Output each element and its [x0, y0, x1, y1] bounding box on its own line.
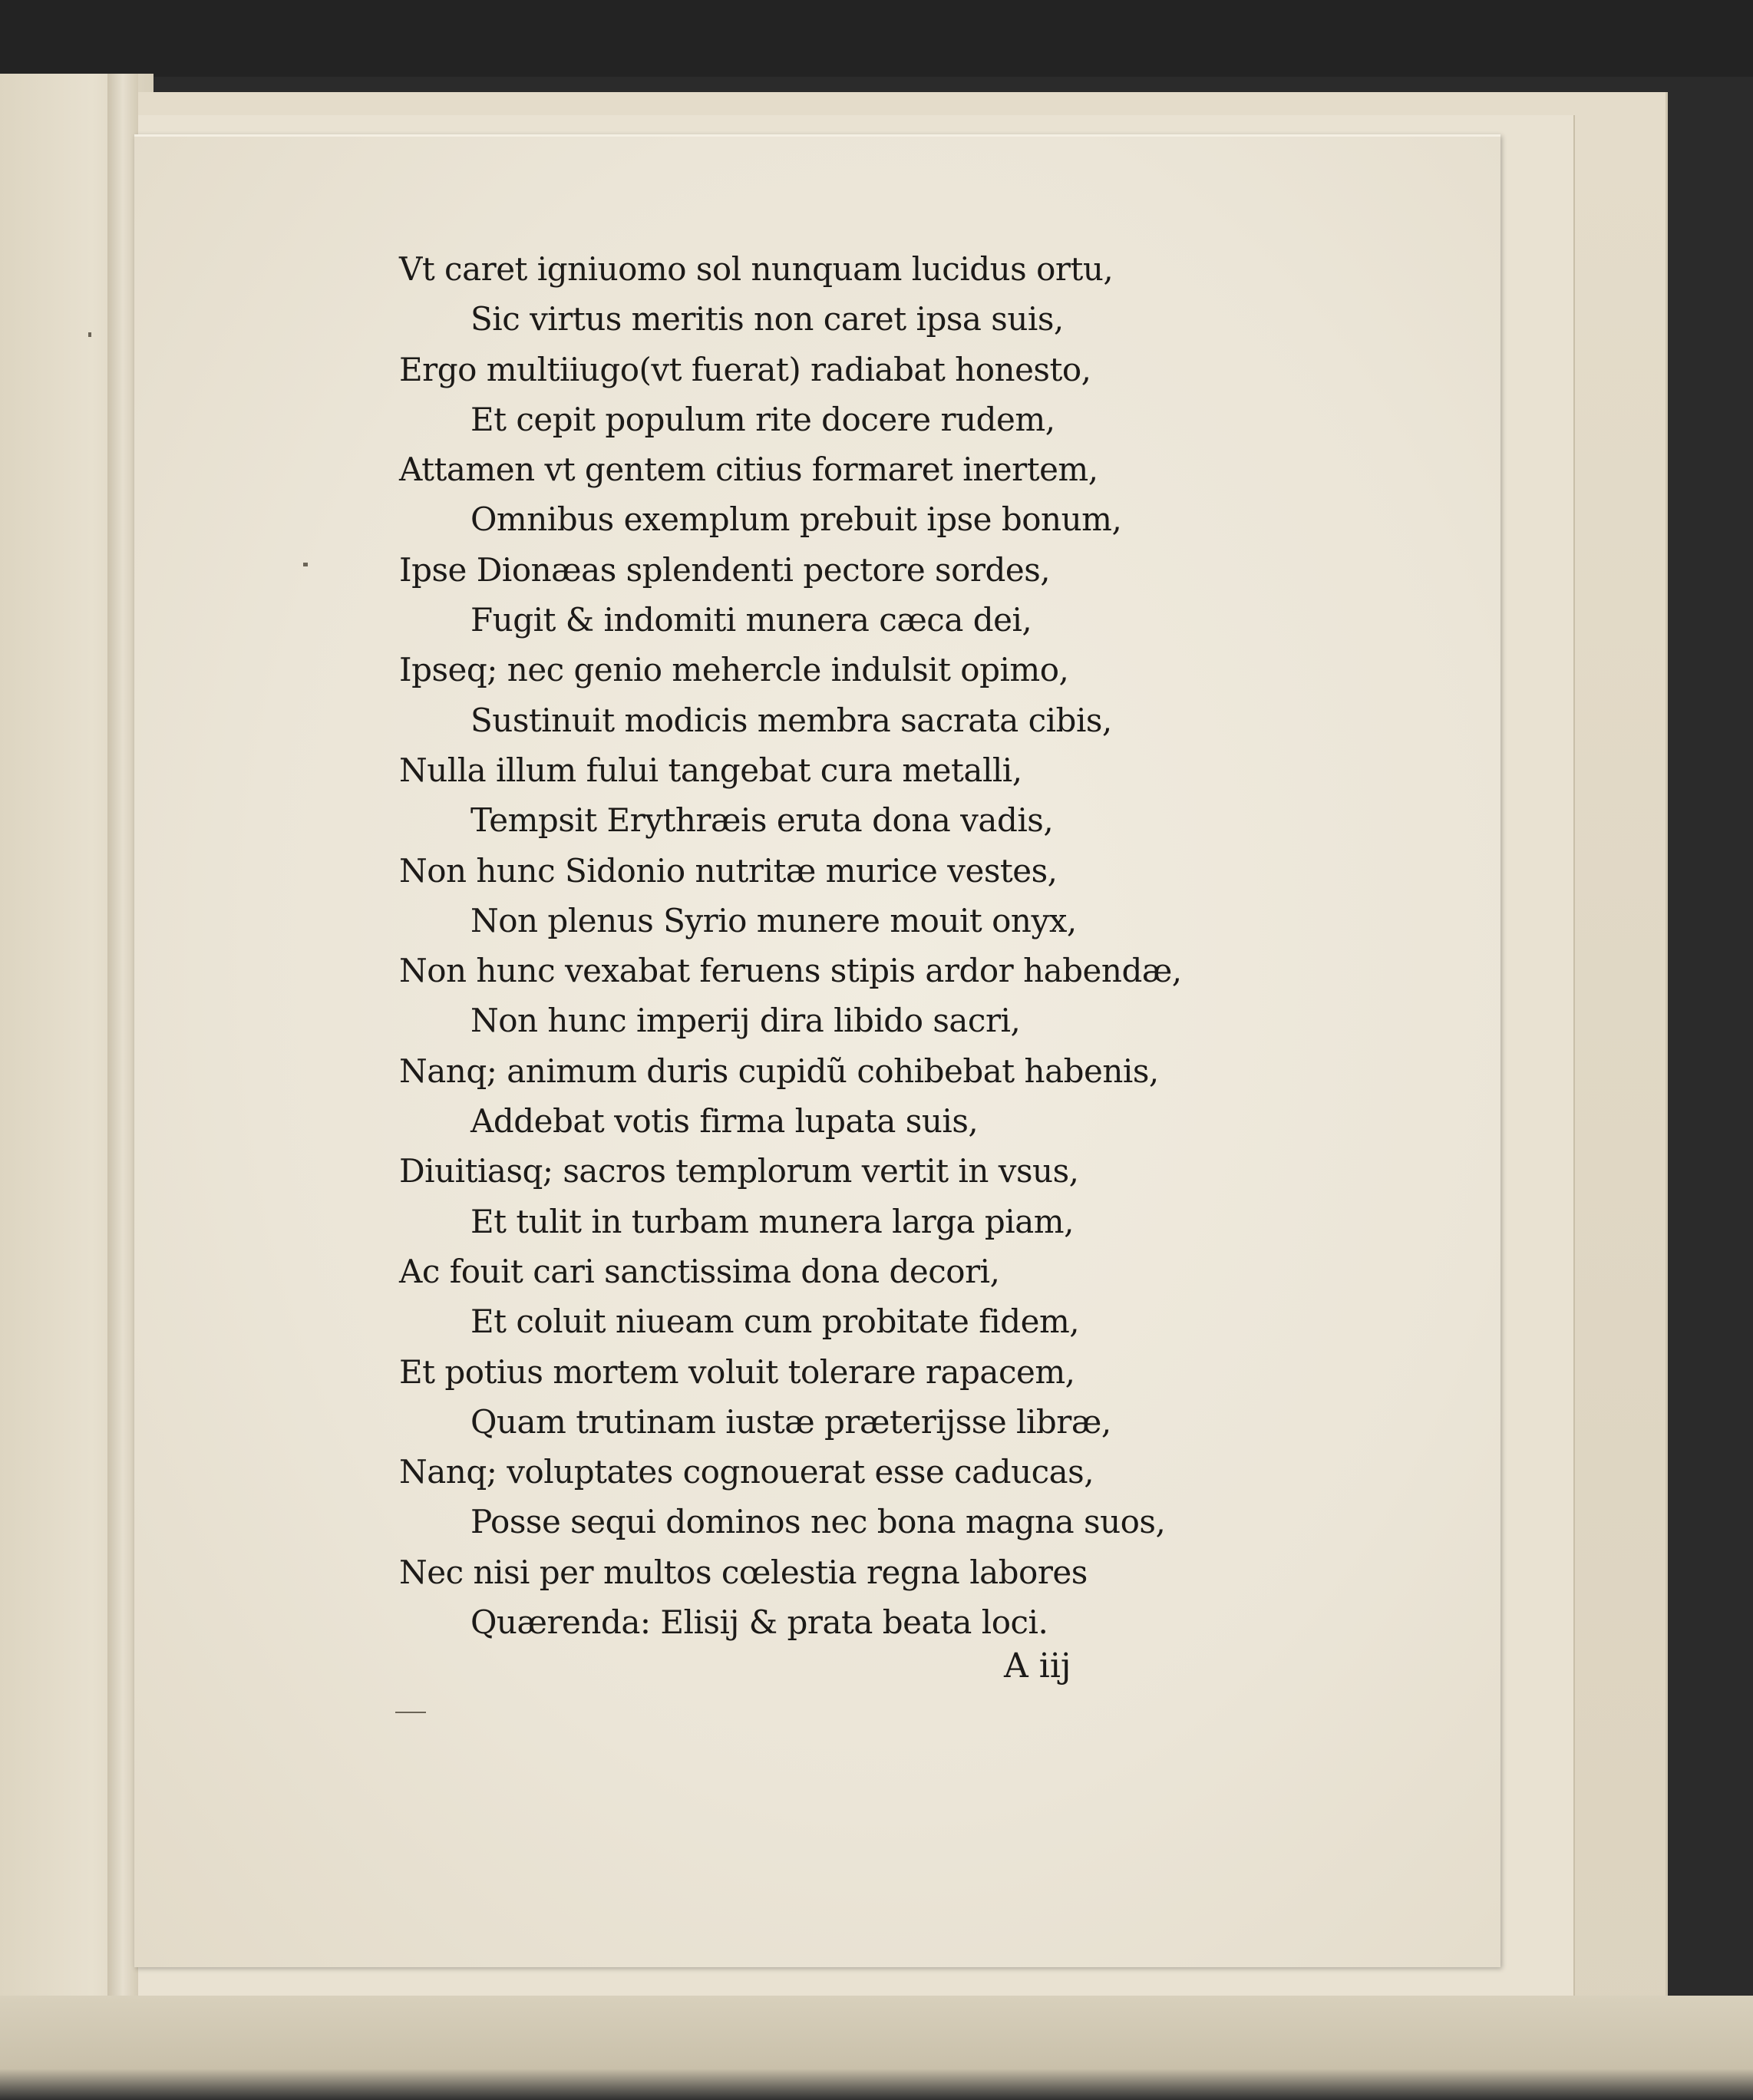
poem-line: Et potius mortem voluit tolerare rapacem, [399, 1352, 1075, 1391]
poem-line: Quærenda: Elisij & prata beata loci. [470, 1603, 1048, 1642]
poem-line: Nanq; animum duris cupidũ cohibebat habenis, [399, 1052, 1159, 1090]
poem-line: Et tulit in turbam munera larga piam, [470, 1202, 1074, 1240]
bottom-leaf-edge [0, 1996, 1753, 2100]
poem-line: Ac fouit cari sanctissima dona decori, [399, 1252, 1000, 1290]
poem-line: Et cepit populum rite docere rudem, [470, 400, 1055, 438]
poem-line: Tempsit Erythræis eruta dona vadis, [470, 801, 1054, 840]
poem-line: Et coluit niueam cum probitate fidem, [470, 1303, 1080, 1341]
poem-text-block [399, 244, 1182, 1647]
poem-line: Non hunc Sidonio nutritæ murice vestes, [399, 851, 1058, 890]
poem-line: Non plenus Syrio munere mouit onyx, [470, 901, 1077, 939]
poem-line: Ipseq; nec genio mehercle indulsit opimo, [399, 651, 1069, 689]
poem-line: Quam trutinam iustæ præterijsse libræ, [470, 1402, 1111, 1441]
poem-line: Attamen vt gentem citius formaret inertem, [399, 451, 1098, 489]
poem-line: Addebat votis firma lupata suis, [470, 1102, 979, 1141]
poem-line: Ipse Dionæas splendenti pectore sordes, [399, 550, 1051, 589]
signature-mark: A iij [1004, 1646, 1071, 1686]
poem-line: Ergo multiiugo(vt fuerat) radiabat honesto, [399, 350, 1091, 388]
poem-line: Vt caret igniuomo sol nunquam lucidus ortu, [399, 250, 1114, 288]
ink-speck [303, 563, 308, 566]
poem-line: Fugit & indomiti munera cæca dei, [470, 601, 1032, 639]
poem-line: Non hunc vexabat feruens stipis ardor habendæ, [399, 952, 1182, 990]
poem-line: Nec nisi per multos cœlestia regna labores [399, 1553, 1088, 1591]
poem-line: Omnibus exemplum prebuit ipse bonum, [470, 500, 1122, 539]
ink-speck [88, 332, 91, 337]
poem-line: Diuitiasq; sacros templorum vertit in vsus, [399, 1152, 1079, 1190]
poem-line: Posse sequi dominos nec bona magna suos, [470, 1503, 1166, 1541]
book-gutter [107, 74, 138, 2069]
poem-line: Nanq; voluptates cognouerat esse caducas, [399, 1453, 1094, 1491]
poem-line: Sic virtus meritis non caret ipsa suis, [470, 300, 1064, 338]
poem-line: Non hunc imperij dira libido sacri, [470, 1002, 1021, 1040]
poem-line: Nulla illum fului tangebat cura metalli, [399, 751, 1022, 789]
scan-background [0, 0, 1753, 77]
poem-line: Sustinuit modicis membra sacrata cibis, [470, 701, 1112, 739]
ink-rule-fragment [395, 1712, 426, 1713]
